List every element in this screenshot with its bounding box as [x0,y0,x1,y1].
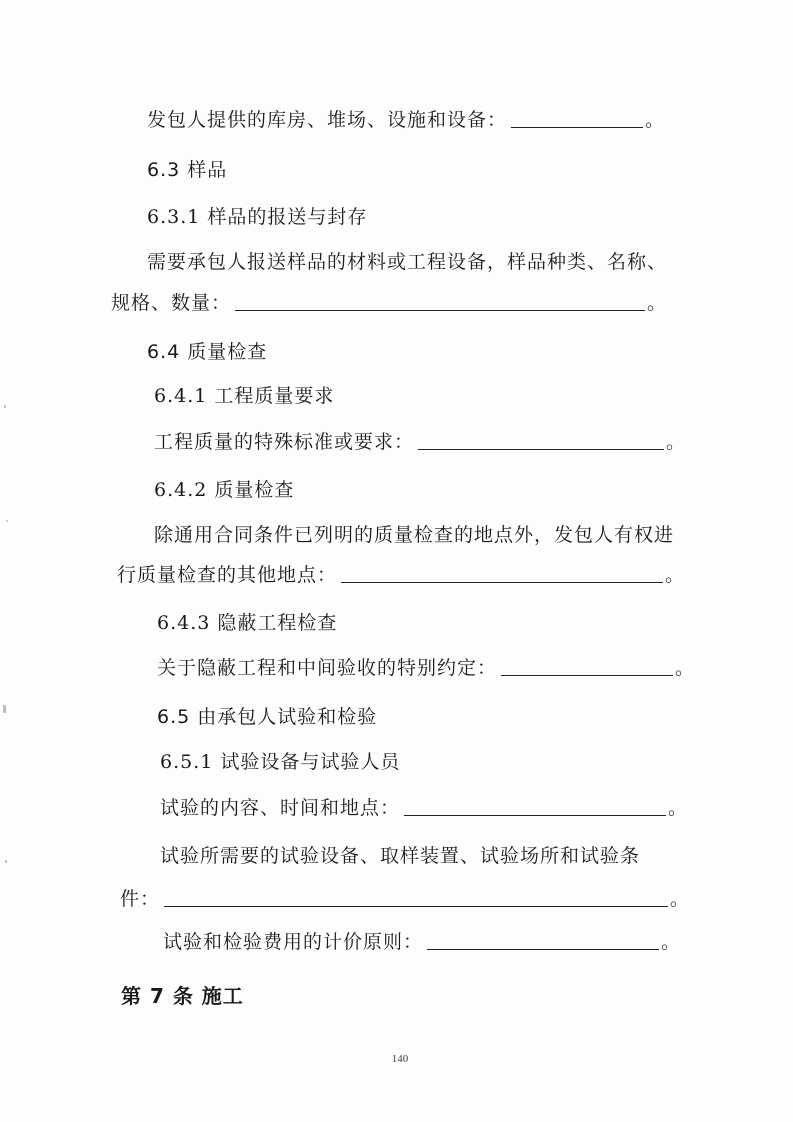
subsection-heading-6-5-1 [160,750,400,774]
fill-blank[interactable] [341,581,663,583]
scan-speck [5,860,7,863]
heading-text: 6.4.2 质量检查 [154,479,295,501]
text-line-inspection [154,523,674,547]
line-tail: 。 [661,931,682,953]
text-line-spec-quantity [111,291,667,315]
heading-text: 第 7 条 施工 [121,984,244,1008]
line-text: 试验和检验费用的计价原则： [163,931,424,953]
line-tail: 。 [647,292,668,314]
chapter-heading-7 [121,984,244,1008]
fill-blank[interactable] [427,948,659,950]
fill-blank[interactable] [501,674,673,676]
scan-speck [3,705,6,713]
line-tail: 。 [665,564,686,586]
section-heading-6-4 [147,340,267,364]
heading-text: 6.5 由承包人试验和检验 [157,706,378,728]
line-tail: 。 [645,109,666,131]
heading-text: 6.4.1 工程质量要求 [154,385,335,407]
line-text: 试验所需要的试验设备、取样装置、试验场所和试验条 [160,845,641,867]
text-line-hidden-works [157,656,695,680]
line-text: 件： [120,888,161,910]
line-tail: 。 [666,431,687,453]
scan-speck [6,520,8,522]
line-tail: 。 [675,657,696,679]
text-line-test-content [160,796,688,820]
heading-text: 6.4.3 隐蔽工程检查 [157,612,338,634]
text-line-quality-standard [154,430,686,454]
section-heading-6-5 [157,705,377,729]
heading-text: 6.4 质量检查 [147,341,268,363]
line-text: 除通用合同条件已列明的质量检查的地点外，发包人有权进 [154,524,675,546]
subsection-heading-6-4-2 [154,478,294,502]
line-text: 关于隐蔽工程和中间验收的特别约定： [157,657,498,679]
line-text: 行质量检查的其他地点： [117,564,338,586]
page-number: 140 [391,1053,409,1065]
subsection-heading-6-4-3 [157,611,337,635]
fill-blank[interactable] [164,905,668,907]
line-text: 工程质量的特殊标准或要求： [154,431,415,453]
line-tail: 。 [668,797,689,819]
line-text: 需要承包人报送样品的材料或工程设备，样品种类、名称、 [147,251,668,273]
fill-blank[interactable] [404,814,666,816]
subsection-heading-6-4-1 [154,384,334,408]
line-text: 规格、数量： [111,292,232,314]
subsection-heading-6-3-1 [147,205,367,229]
fill-blank[interactable] [511,126,643,128]
heading-text: 6.5.1 试验设备与试验人员 [160,751,401,773]
line-text: 试验的内容、时间和地点： [160,797,401,819]
scan-speck [4,405,6,408]
heading-text: 6.3.1 样品的报送与封存 [147,206,368,228]
text-line-test-equipment [160,844,640,868]
fill-blank[interactable] [418,448,664,450]
text-line-test-conditions [120,887,690,911]
text-line-warehouse [147,108,665,132]
line-text: 发包人提供的库房、堆场、设施和设备： [147,109,508,131]
text-line-samples [147,250,667,274]
fill-blank[interactable] [235,309,645,311]
heading-text: 6.3 样品 [147,159,228,181]
line-tail: 。 [670,888,691,910]
text-line-other-locations [117,563,685,587]
text-line-test-pricing [163,930,681,954]
section-heading-6-3 [147,158,227,182]
